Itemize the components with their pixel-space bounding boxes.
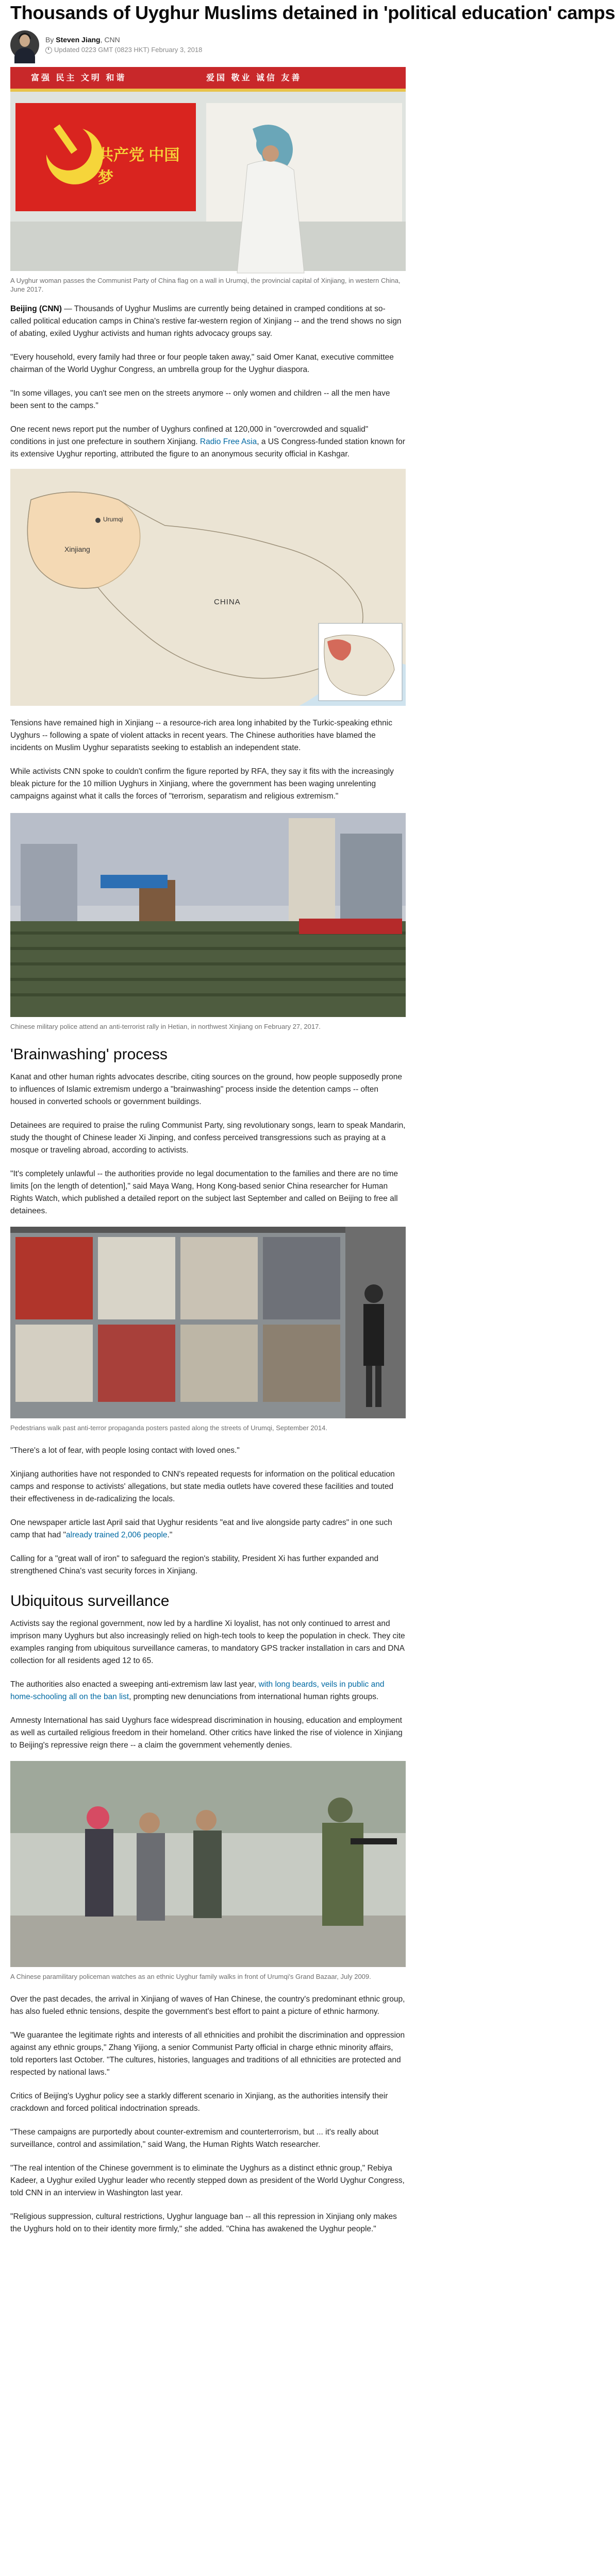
paragraph: Amnesty International has said Uyghurs face widespread discrimination in housing, education and employment as well as curtailed religious freedom in their homeland. Other critics have linked the rise of violence in Xinjiang to Beijing's repressive reign there -- a claim the government vehemently denies. bbox=[10, 1716, 403, 1750]
map-graphic bbox=[10, 469, 406, 706]
updated-timestamp: Updated 0223 GMT (0823 HKT) February 3, 2018 bbox=[45, 45, 202, 55]
paragraph: "These campaigns are purportedly about counter-extremism and counterterrorism, but ... it's really about surveillance, control and assimilation," said Wang, the Human Rights Watch researcher. bbox=[10, 2128, 379, 2149]
photo-woman-party-flag-art bbox=[10, 67, 406, 271]
paragraph: Activists say the regional government, now led by a hardline Xi loyalist, has not only continued to arrest and imprison many Uyghurs but also increasingly relied on high-tech tools to keep the population in check. They cite examples ranging from ubiquitous surveillance cameras, to mandatory GPS tracker installation in cars and DNA collection for all residents aged 12 to 65. bbox=[10, 1619, 405, 1665]
author-avatar[interactable] bbox=[10, 30, 39, 59]
paragraph: "It's completely unlawful -- the authorities provide no legal documentation to the families and there are no time limits [on the length of detention]," said Maya Wang, Hong Kong-based senior China researcher for Human Rights Watch, which published a detailed report on the subject last September and called on Beijing to free all detainees. bbox=[10, 1170, 398, 1215]
paragraph: Calling for a "great wall of iron" to safeguard the region's stability, President Xi has further expanded and strengthened China's vast security forces in Xinjiang. bbox=[10, 1554, 379, 1575]
paragraph: "Religious suppression, cultural restrictions, Uyghur language ban -- all this repression in Xinjiang only makes the Uyghurs hold on to their identity more firmly," she added. "China has awakened the Uyghur people." bbox=[10, 2212, 397, 2233]
paragraph: The authorities also enacted a sweeping anti-extremism law last year, with long beards, veils in public and home-schooling all on the ban list, prompting new denunciations from international human rights groups. bbox=[10, 1680, 385, 1701]
paragraph: Over the past decades, the arrival in Xinjiang of waves of Han Chinese, the country's predominant ethnic group, has also fueled ethnic tensions, despite the government's best effort to paint a picture of ethnic harmony. bbox=[10, 1995, 405, 2016]
banner-text-left: 富强 民主 文明 和谐 bbox=[31, 74, 127, 82]
paragraph: "We guarantee the legitimate rights and interests of all ethnicities and prohibit the discrimination and oppression against any ethnic groups," Zhang Yijiong, a senior Communist Party official in charge ethnic minority affairs, told reporters last October. "The cultures, histories, languages and traditions of all ethnicities are protected and respected by national laws." bbox=[10, 2031, 405, 2077]
radio-free-asia-link[interactable]: Radio Free Asia bbox=[200, 437, 257, 446]
map-label-urumqi: Urumqi bbox=[103, 516, 123, 523]
paragraph: Tensions have remained high in Xinjiang -- a resource-rich area long inhabited by the Turkic-speaking ethnic Uyghurs -- following a spate of violent attacks in recent years. The Chinese authorities have blamed the incidents on Muslim Uyghur separatists seeking to establish an independent state. bbox=[10, 719, 392, 752]
paragraph: "In some villages, you can't see men on the streets anymore -- only women and children -- all the men have been sent to the camps." bbox=[10, 389, 390, 410]
photo-caption: A Uyghur woman passes the Communist Party of China flag on a wall in Urumqi, the provincial capital of Xinjiang, in western China, June 2017. bbox=[10, 277, 401, 293]
photo-posters-art bbox=[10, 1227, 406, 1418]
map-xinjiang-china bbox=[10, 469, 406, 706]
article-title: Thousands of Uyghur Muslims detained in 'political education' camps bbox=[10, 2, 615, 23]
clock-icon bbox=[45, 47, 52, 54]
anti-extremism-ban-link[interactable]: with long beards, veils in public and home-schooling all on the ban list bbox=[10, 1680, 385, 1701]
map-label-china: CHINA bbox=[214, 598, 241, 606]
author-link[interactable]: Steven Jiang bbox=[56, 36, 101, 44]
map-label-xinjiang: Xinjiang bbox=[64, 545, 90, 553]
paragraph: "The real intention of the Chinese government is to eliminate the Uyghurs as a distinct ethnic group," Rebiya Kadeer, a Uyghur exiled Uyghur leader who recently stepped down as president of the World Uyghur Congress, told CNN in an interview in Washington last year. bbox=[10, 2164, 405, 2197]
photo-policeman-art bbox=[10, 1761, 406, 1967]
banner-text-mid: 爱国 敬业 诚信 友善 bbox=[206, 74, 302, 82]
photo-caption: Chinese military police attend an anti-terrorist rally in Hetian, in northwest Xinjiang on February 27, 2017. bbox=[10, 1023, 321, 1030]
paragraph: Detainees are required to praise the ruling Communist Party, sing revolutionary songs, learn to speak Mandarin, study the thought of Chinese leader Xi Jinping, and confess perceived transgressions such as praying at a mosque or traveling abroad, according to activists. bbox=[10, 1121, 406, 1155]
already-trained-link[interactable]: already trained 2,006 people bbox=[66, 1531, 168, 1539]
paragraph: While activists CNN spoke to couldn't confirm the figure reported by RFA, they say it fits with the increasingly bleak picture for the 10 million Uyghurs in Xinjiang, where the government has been waging unrelenting campaigns against what it calls the forces of "terrorism, separatism and religious extremism." bbox=[10, 767, 394, 801]
paragraph: Kanat and other human rights advocates describe, citing sources on the ground, how people supposedly prone to influences of Islamic extremism undergo a "brainwashing" process inside the detention camps -- often housed in converted schools or government buildings. bbox=[10, 1073, 402, 1106]
photo-caption: Pedestrians walk past anti-terror propaganda posters pasted along the streets of Urumqi, September 2014. bbox=[10, 1424, 327, 1432]
section-heading-surveillance: Ubiquitous surveillance bbox=[10, 1592, 170, 1609]
wall-slogan-text: 共产党 中国梦 bbox=[98, 147, 180, 187]
photo-rally-art bbox=[10, 813, 406, 1017]
byline-author-line: By Steven Jiang, CNN bbox=[45, 36, 120, 44]
paragraph: One recent news report put the number of Uyghurs confined at 120,000 in "overcrowded and squalid" conditions in just one prefecture in southern Xinjiang. Radio Free Asia, a US Congress-funded station known for its extensive Uyghur reporting, attributed the figure to an anonymous security official in Kashgar. bbox=[10, 425, 405, 459]
paragraph: "Every household, every family had three or four people taken away," said Omer Kanat, executive committee chairman of the World Uyghur Congress, an umbrella group for the Uyghur diaspora. bbox=[10, 353, 394, 374]
photo-propaganda-posters bbox=[10, 1227, 406, 1418]
paragraph: Beijing (CNN) — Thousands of Uyghur Muslims are currently being detained in cramped conditions at so-called political education camps in China's restive far-western region of Xinjiang -- and the trend shows no sign of abating, exiled Uyghur activists and human rights advocacy groups say. bbox=[10, 304, 402, 338]
paragraph: "There's a lot of fear, with people losing contact with loved ones." bbox=[10, 1446, 240, 1455]
photo-woman-party-flag bbox=[10, 67, 406, 271]
photo-caption: A Chinese paramilitary policeman watches as an ethnic Uyghur family walks in front of Urumqi's Grand Bazaar, July 2009. bbox=[10, 1973, 371, 1980]
paragraph: Xinjiang authorities have not responded to CNN's repeated requests for information on the political education camps and response to activists' allegations, but state media outlets have covered these facilities and touted their effectiveness in de-radicalizing the locals. bbox=[10, 1470, 395, 1503]
section-heading-brainwashing: 'Brainwashing' process bbox=[10, 1046, 168, 1063]
byline bbox=[0, 24, 416, 60]
paragraph: Critics of Beijing's Uyghur policy see a starkly different scenario in Xinjiang, as the authorities intensify their crackdown and forced political indoctrination spreads. bbox=[10, 2092, 388, 2113]
paragraph: One newspaper article last April said that Uyghur residents "eat and live alongside party cadres" in one such camp that had "already trained 2,006 people." bbox=[10, 1518, 392, 1539]
photo-anti-terrorist-rally bbox=[10, 813, 406, 1017]
photo-policeman-uyghur-family bbox=[10, 1761, 406, 1967]
